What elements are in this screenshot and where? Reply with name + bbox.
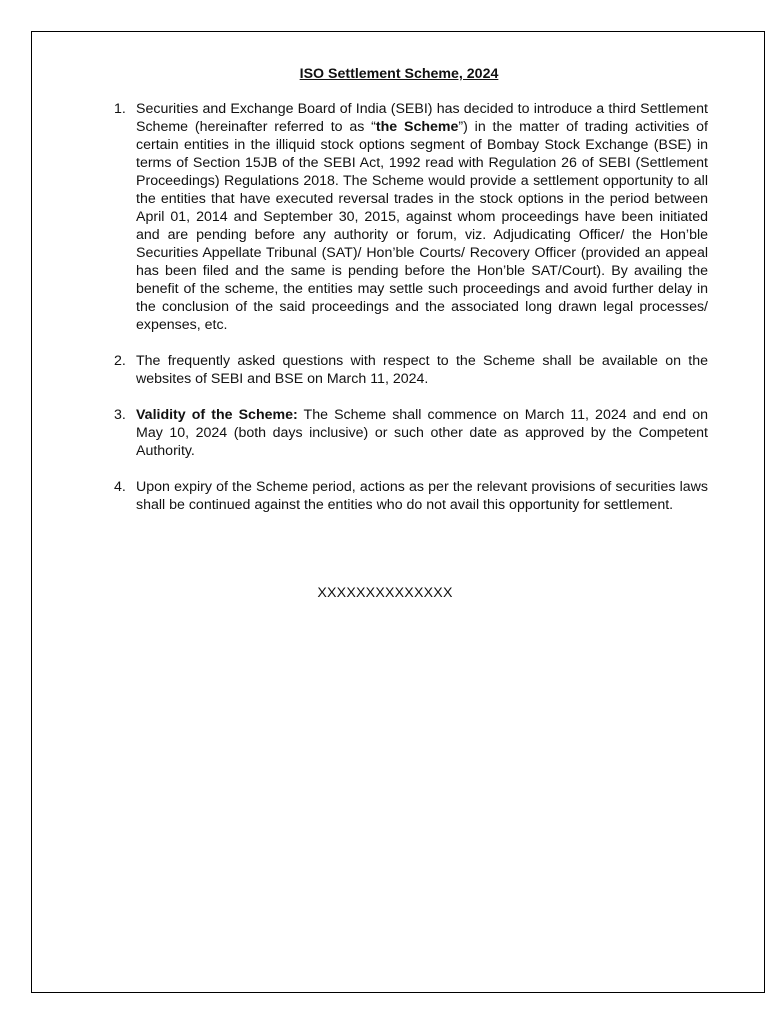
document-title: ISO Settlement Scheme, 2024 (299, 66, 499, 82)
bold-heading: Validity of the Scheme: (136, 407, 298, 423)
list-item (32, 406, 708, 460)
document-page (31, 31, 765, 993)
item-number: 2. (114, 353, 126, 369)
item-text (136, 101, 708, 333)
item-text (136, 407, 708, 459)
item-text (136, 353, 708, 387)
text-segment: Securities and Exchange Board of India (SEBI) has decided to introduce a third Settlement Scheme (hereinafter referred to as “ (136, 101, 708, 135)
numbered-list (32, 100, 766, 514)
text-segment: ”) in the matter of trading activities of certain entities in the illiquid stock options segment of Bombay Stock Exchange (BSE) in terms of Section 15JB of the SEBI Act, 1992 read with Regulation 26 of SEBI (Settlement Proceedings) Regulations 2018. The Scheme would provide a settlement opportunity to all the entities that have executed reversal trades in the stock options in the period between April 01, 2014 and September 30, 2015, against whom proceedings have been initiated and are pending before any authority or forum, viz. Adjudicating Officer/ the Hon’ble Securities Appellate Tribunal (SAT)/ Hon’ble Courts/ Recovery Officer (provided an appeal has been filed and the same is pending before the Hon’ble SAT/Court). By availing the benefit of the scheme, the entities may settle such proceedings and avoid further delay in the conclusion of the said proceedings and the associated long drawn legal processes/ expenses, etc. (136, 119, 708, 333)
text-segment: Upon expiry of the Scheme period, actions as per the relevant provisions of securities laws shall be continued against the entities who do not avail this opportunity for settlement. (136, 479, 708, 513)
text-segment: The frequently asked questions with respect to the Scheme shall be available on the websites of SEBI and BSE on March 11, 2024. (136, 353, 708, 387)
text-segment: The Scheme shall commence on March 11, 2024 and end on May 10, 2024 (both days inclusive) or such other date as approved by the Competent Authority. (136, 407, 708, 459)
list-item (32, 352, 708, 388)
list-item (32, 478, 708, 514)
bold-term: the Scheme (375, 119, 459, 135)
end-of-document-marker: XXXXXXXXXXXXXX (317, 585, 453, 601)
item-text (136, 479, 708, 513)
list-item (32, 100, 708, 334)
item-number: 1. (114, 101, 126, 117)
item-number: 4. (114, 479, 126, 495)
item-number: 3. (114, 407, 126, 423)
